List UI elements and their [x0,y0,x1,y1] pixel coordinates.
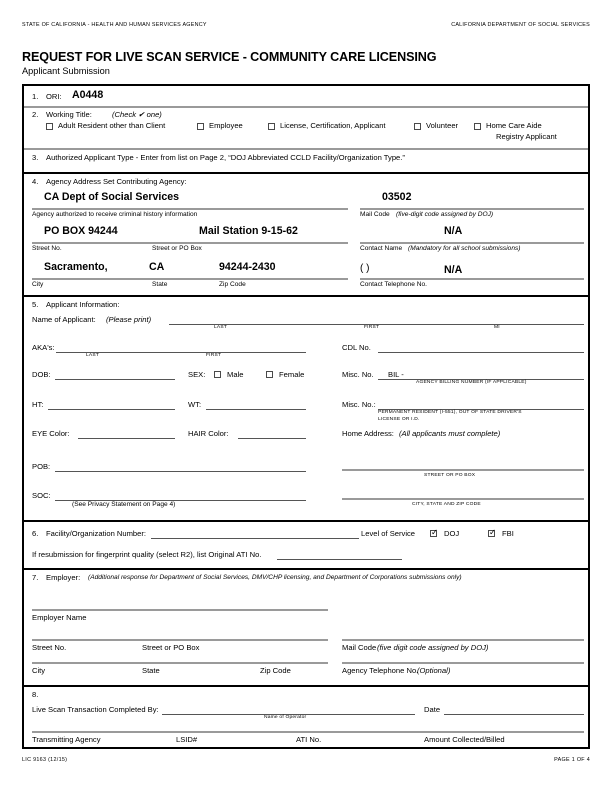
ht-input[interactable] [48,409,175,410]
agency-city-value[interactable]: Sacramento, [44,261,108,273]
section-7-number: 7. [32,573,39,582]
agency-name-caption: Agency authorized to receive criminal history information [32,211,198,218]
section-2-working-title [24,108,588,150]
footer-page-number: PAGE 1 OF 4 [554,757,590,763]
dob-label: DOB: [32,370,51,379]
checkbox-label-home-care-aide: Home Care Aide [486,121,542,130]
employer-mail-code-caption: Mail Code [342,643,377,652]
checkbox-doj[interactable] [430,530,437,537]
employer-city-caption: City [32,666,46,675]
employer-agency-phone-caption: Agency Telephone No. [342,666,419,675]
home-address-label-italic: (All applicants must complete) [399,429,501,438]
section-4-label: Agency Address Set Contributing Agency: [46,177,187,186]
dob-input[interactable] [55,379,175,380]
page-subtitle: Applicant Submission [22,66,110,76]
contact-name-caption-italic: (Mandatory for all school submissions) [408,245,521,252]
section-6-facility-number [24,522,588,570]
checkbox-label-employee: Employee [209,121,243,130]
agency-city-caption: City [32,281,44,288]
agency-zip-value[interactable]: 94244-2430 [219,261,276,273]
amount-collected-caption: Amount Collected/Billed [424,735,505,744]
applicant-name-caption-last: LAST [214,325,228,330]
section-4-number: 4. [32,177,39,186]
agency-name-value[interactable]: CA Dept of Social Services [44,191,180,203]
checkbox-label-sex-female: Female [279,370,305,379]
eye-color-label: EYE Color: [32,429,70,438]
applicant-name-label: Name of Applicant: [32,315,96,324]
pob-label: POB: [32,462,51,471]
home-address-label: Home Address: [342,429,394,438]
agency-zip-caption: Zip Code [219,281,246,288]
wt-input[interactable] [206,409,306,410]
header-agency-left: STATE OF CALIFORNIA - HEALTH AND HUMAN SERVICES AGENCY [22,22,207,28]
employer-street-no-caption: Street No. [32,643,67,652]
aka-caption-last: LAST [86,353,100,358]
privacy-statement-note: (See Privacy Statement on Page 4) [72,501,176,508]
resubmission-label: If resubmission for fingerprint quality (select R2), list Original ATI No. [32,550,262,559]
contact-phone-rule [360,278,584,280]
contact-phone-value[interactable]: N/A [444,264,463,276]
wt-label: WT: [188,400,202,409]
checkbox-label-license-certification-applicant: License, Certification, Applicant [280,121,386,130]
hair-color-input[interactable] [238,438,306,439]
section-4-agency-address [24,174,588,298]
agency-city-rule [32,278,348,280]
facility-number-input[interactable] [151,538,359,539]
section-1-number: 1. [32,92,39,101]
aka-label: AKA's: [32,343,55,352]
pob-input[interactable] [55,471,306,472]
applicant-name-caption-first: FIRST [364,325,380,330]
employer-zip-caption: Zip Code [260,666,291,675]
agency-street-no-value[interactable]: PO BOX 94244 [44,225,118,237]
checkbox-label-fbi: FBI [502,529,514,538]
ori-value[interactable]: A0448 [72,89,104,101]
agency-state-value[interactable]: CA [149,261,165,273]
contact-phone-parens[interactable]: ( ) [360,263,370,274]
checkbox-employee[interactable] [197,123,204,130]
mail-code-rule [360,208,584,210]
section-7-employer [24,570,588,686]
agency-state-caption: State [152,281,168,288]
section-2-instruction: (Check ✔ one) [112,110,162,119]
employer-street-caption: Street or PO Box [142,643,200,652]
misc-no-billing-value[interactable]: BIL - [388,370,404,379]
operator-name-caption: Name of Operator [264,715,307,720]
sex-label: SEX: [188,370,206,379]
transaction-footer-rule [32,731,584,733]
checkbox-label-doj: DOJ [444,529,460,538]
contact-name-value[interactable]: N/A [444,225,463,237]
contact-name-rule [360,242,584,244]
aka-caption-first: FIRST [206,353,222,358]
home-street-caption: STREET OR PO BOX [424,473,476,478]
section-8-number: 8. [32,690,39,699]
section-5-label: Applicant Information: [46,300,120,309]
ati-no-caption: ATI No. [296,735,322,744]
employer-state-caption: State [142,666,160,675]
misc-no-billing-caption: AGENCY BILLING NUMBER (IF APPLICABLE) [416,380,527,385]
checkbox-license-certification-applicant[interactable] [268,123,275,130]
applicant-name-label-italic: (Please print) [106,315,152,324]
ht-label: HT: [32,400,44,409]
employer-street-input[interactable] [32,639,328,641]
cdl-label: CDL No. [342,343,371,352]
agency-street-caption: Street or PO Box [152,245,202,252]
page-title: REQUEST FOR LIVE SCAN SERVICE - COMMUNITY CARE LICENSING [22,50,437,64]
original-ati-input[interactable] [277,559,402,560]
checkbox-sex-female[interactable] [266,371,273,378]
date-input[interactable] [444,714,584,715]
mail-code-value[interactable]: 03502 [382,191,412,203]
section-3-number: 3. [32,153,39,162]
footer-form-id: LIC 9163 (12/15) [22,757,68,763]
eye-color-input[interactable] [78,438,175,439]
section-1-label: ORI: [46,92,62,101]
section-2-number: 2. [32,110,39,119]
employer-mail-code-input[interactable] [342,639,584,641]
header-agency-right: CALIFORNIA DEPARTMENT OF SOCIAL SERVICES [451,22,590,28]
section-6-number: 6. [32,529,39,538]
employer-city-input[interactable] [32,662,328,664]
lsid-caption: LSID# [176,735,198,744]
agency-street-rule [32,242,348,244]
section-8-live-scan-transaction [24,687,588,747]
level-of-service-label: Level of Service [361,529,416,538]
checkbox-fbi[interactable] [488,530,495,537]
checkbox-sex-male[interactable] [214,371,221,378]
home-street-input[interactable] [342,469,584,471]
checkbox-label-volunteer: Volunteer [426,121,459,130]
employer-mail-code-caption-italic: (five digit code assigned by DOJ) [377,643,489,652]
soc-label: SOC: [32,491,51,500]
home-city-input[interactable] [342,498,584,500]
mail-code-caption-italic: (five-digit code assigned by DOJ) [396,211,494,218]
agency-street-value[interactable]: Mail Station 9-15-62 [199,225,298,237]
form-container [22,84,590,749]
section-7-label-italic: (Additional response for Department of Social Services, DMV/CHP licensing, and Department of Corporations submissions only) [88,574,462,581]
section-5-number: 5. [32,300,39,309]
transmitting-agency-caption: Transmitting Agency [32,735,101,744]
checkbox-adult-resident[interactable] [46,123,53,130]
contact-phone-caption: Contact Telephone No. [360,281,427,288]
section-7-label: Employer: [46,573,81,582]
contact-name-caption: Contact Name [360,245,403,252]
mail-code-caption: Mail Code [360,211,390,218]
misc-no-2-label: Misc. No.: [342,400,376,409]
checkbox-label-home-care-aide-line2: Registry Applicant [496,132,557,141]
section-6-label: Facility/Organization Number: [46,529,147,538]
agency-name-rule [32,208,348,210]
misc-no-billing-label: Misc. No. [342,370,374,379]
page-header [22,22,590,28]
employer-agency-phone-caption-italic: (Optional) [417,666,451,675]
misc-no-2-caption-line2: LICENSE OR I.D. [378,417,420,422]
applicant-name-caption-mi: MI [494,325,500,330]
completed-by-label: Live Scan Transaction Completed By: [32,705,159,714]
section-3-label: Authorized Applicant Type - Enter from list on Page 2, “DOJ Abbreviated CCLD Facility/Organization Type.” [46,153,405,162]
cdl-input[interactable] [378,352,584,353]
home-city-caption: CITY, STATE AND ZIP CODE [412,502,481,507]
checkbox-home-care-aide[interactable] [474,123,481,130]
date-label: Date [424,705,441,714]
section-5-applicant-information [24,297,588,522]
section-1-ori [24,86,588,106]
employer-name-input[interactable] [32,609,328,611]
agency-street-no-caption: Street No. [32,245,62,252]
section-2-label: Working Title: [46,110,92,119]
employer-phone-input[interactable] [342,662,584,664]
misc-no-2-caption-line1: PERMANENT RESIDENT (I-551), OUT OF STATE DRIVER'S [378,410,522,415]
employer-name-caption: Employer Name [32,613,87,622]
checkbox-label-adult-resident: Adult Resident other than Client [58,121,166,130]
hair-color-label: HAIR Color: [188,429,229,438]
section-3-authorized-applicant-type [24,150,588,173]
checkbox-label-sex-male: Male [227,370,244,379]
checkbox-volunteer[interactable] [414,123,421,130]
